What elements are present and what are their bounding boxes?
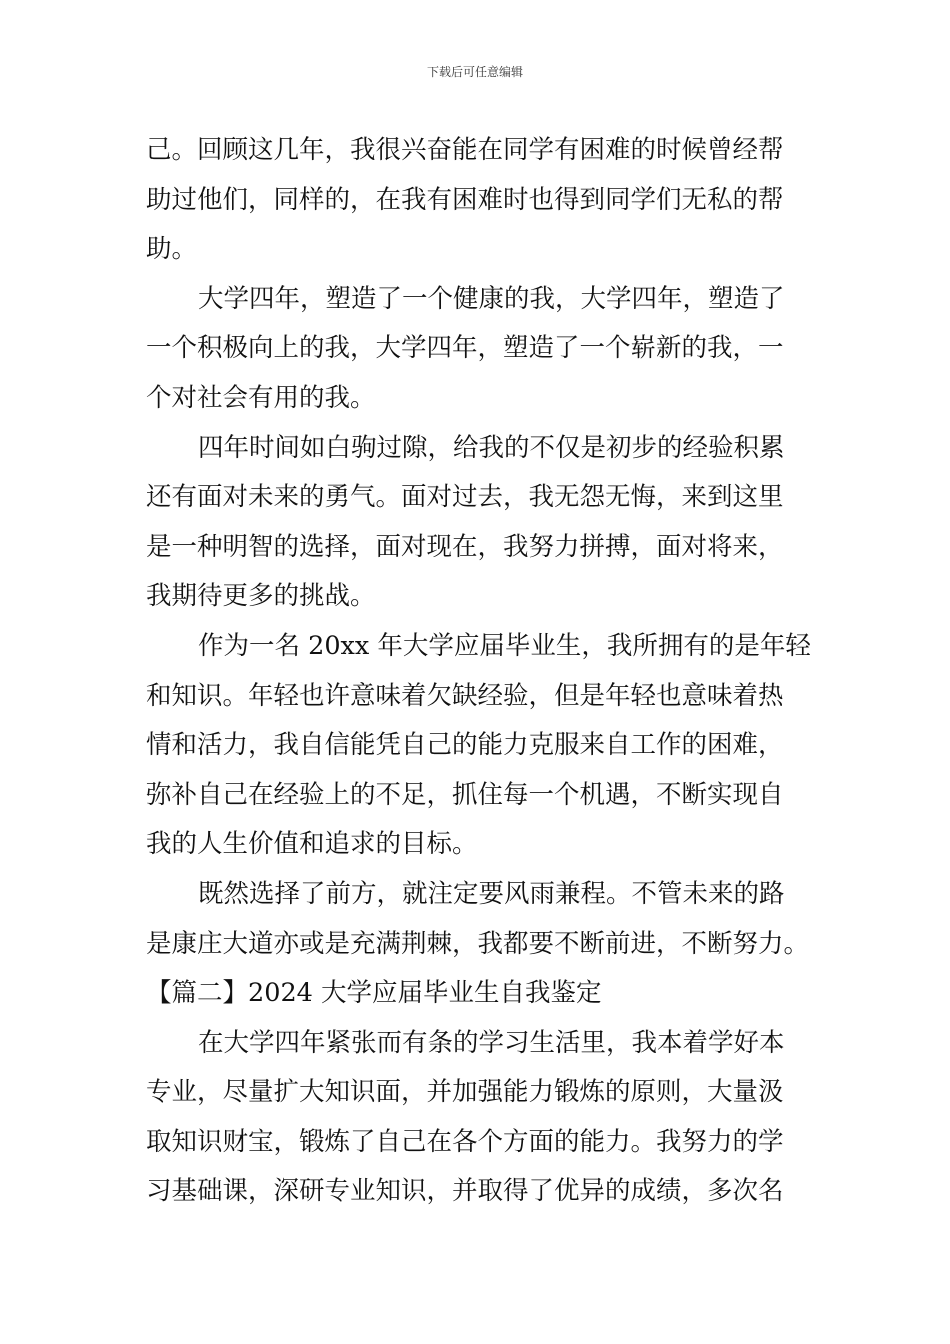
paragraph-start-line: 作为一名 20xx 年大学应届毕业生，我所拥有的是年轻	[198, 630, 811, 661]
text-line: 取知识财宝，锻炼了自己在各个方面的能力。我努力的学	[146, 1126, 784, 1157]
text-line: 弥补自己在经验上的不足，抓住每一个机遇，不断实现自	[146, 779, 784, 810]
document-body	[146, 126, 811, 1217]
section-heading: 【篇二】2024 大学应届毕业生自我鉴定	[146, 978, 602, 1009]
text-line: 我期待更多的挑战。	[146, 581, 376, 612]
text-line: 习基础课，深研专业知识，并取得了优异的成绩，多次名	[146, 1176, 784, 1207]
page-header: 下载后可任意编辑	[426, 65, 523, 79]
text-line: 个对社会有用的我。	[146, 382, 376, 413]
text-line: 助。	[146, 234, 198, 265]
text-line: 和知识。年轻也许意味着欠缺经验，但是年轻也意味着热	[146, 680, 784, 711]
paragraph-start-line: 大学四年，塑造了一个健康的我，大学四年，塑造了	[198, 283, 785, 314]
text-line: 是一种明智的选择，面对现在，我努力拼搏，面对将来，	[146, 531, 784, 562]
paragraph-start-line: 四年时间如白驹过隙，给我的不仅是初步的经验积累	[198, 432, 785, 463]
text-line: 己。回顾这几年，我很兴奋能在同学有困难的时候曾经帮	[146, 135, 784, 165]
text-line: 情和活力，我自信能凭自己的能力克服来自工作的困难，	[146, 730, 784, 761]
paragraph-start-line: 在大学四年紧张而有条的学习生活里，我本着学好本	[198, 1027, 785, 1058]
text-line: 助过他们，同样的，在我有困难时也得到同学们无私的帮	[146, 184, 784, 215]
text-line: 一个积极向上的我，大学四年，塑造了一个崭新的我，一	[146, 333, 784, 364]
text-line: 我的人生价值和追求的目标。	[146, 829, 478, 860]
text-line: 是康庄大道亦或是充满荆棘，我都要不断前进，不断努力。	[146, 928, 810, 959]
text-line: 还有面对未来的勇气。面对过去，我无怨无悔，来到这里	[146, 482, 784, 513]
text-line: 专业，尽量扩大知识面，并加强能力锻炼的原则，大量汲	[146, 1077, 784, 1108]
paragraph-start-line: 既然选择了前方，就注定要风雨兼程。不管未来的路	[198, 878, 785, 909]
